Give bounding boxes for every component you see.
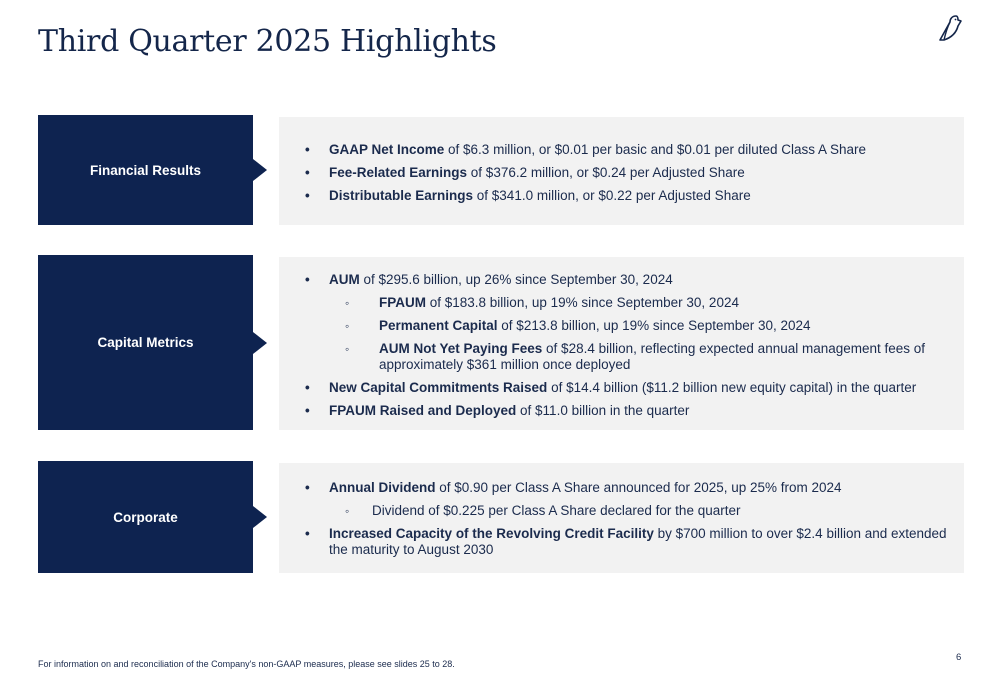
section-label: Financial Results: [38, 115, 253, 225]
bullet-item: [305, 188, 964, 204]
bullet-item: [305, 380, 964, 396]
arrow-icon: [253, 159, 267, 181]
section-label: Capital Metrics: [38, 255, 253, 430]
bullet-text: of $28.4 billion, reflecting expected annual management fees of approximately $361 million once deployed: [379, 341, 926, 372]
page-title: Third Quarter 2025 Highlights: [38, 24, 497, 59]
bullet-item: [305, 142, 964, 158]
bullet-text: Dividend of $0.225 per Class A Share declared for the quarter: [372, 503, 741, 518]
page-number: 6: [956, 652, 962, 663]
section-corporate: [38, 461, 964, 573]
bullet-item: [305, 526, 964, 558]
bird-logo-icon: [934, 12, 966, 44]
bullet-text: by $700 million to over $2.4 billion and extended the maturity to August 2030: [329, 526, 947, 557]
bullet-bold-lead: FPAUM: [379, 295, 426, 310]
bullet-text: of $6.3 million, or $0.01 per basic and $0.01 per diluted Class A Share: [444, 142, 867, 157]
bullet-item: [305, 403, 964, 419]
section-content: [279, 257, 964, 430]
bullet-bold-lead: AUM Not Yet Paying Fees: [379, 341, 543, 356]
bullet-text: of $183.8 billion, up 19% since September 30, 2024: [426, 295, 739, 310]
bullet-bold-lead: GAAP Net Income: [329, 142, 445, 157]
bullet-text: of $0.90 per Class A Share announced for 2025, up 25% from 2024: [435, 480, 842, 495]
footnote: For information on and reconciliation of the Company's non-GAAP measures, please see slides 25 to 28.: [38, 659, 455, 669]
bullet-bold-lead: Increased Capacity of the Revolving Credit Facility: [329, 526, 654, 541]
bullet-bold-lead: Distributable Earnings: [329, 188, 474, 203]
sub-bullet-item: [305, 341, 964, 373]
section-financial-results: [38, 115, 964, 225]
bullet-bold-lead: AUM: [329, 272, 360, 287]
bullet-text: of $14.4 billion ($11.2 billion new equity capital) in the quarter: [547, 380, 917, 395]
section-content: [279, 463, 964, 573]
bullet-item: [305, 272, 964, 288]
bullet-bold-lead: Permanent Capital: [379, 318, 498, 333]
arrow-icon: [253, 332, 267, 354]
sub-bullet-item: [305, 295, 964, 311]
bullet-text: of $213.8 billion, up 19% since September 30, 2024: [497, 318, 811, 333]
section-capital-metrics: [38, 255, 964, 430]
sub-bullet-item: [305, 503, 964, 519]
sub-bullet-item: [305, 318, 964, 334]
arrow-icon: [253, 506, 267, 528]
bullet-text: of $341.0 million, or $0.22 per Adjusted Share: [473, 188, 751, 203]
section-label: Corporate: [38, 461, 253, 573]
bullet-text: of $295.6 billion, up 26% since September 30, 2024: [359, 272, 673, 287]
bullet-item: [305, 165, 964, 181]
bullet-bold-lead: Annual Dividend: [329, 480, 436, 495]
bullet-text: of $376.2 million, or $0.24 per Adjusted Share: [467, 165, 745, 180]
bullet-bold-lead: New Capital Commitments Raised: [329, 380, 548, 395]
bullet-item: [305, 480, 964, 496]
bullet-text: of $11.0 billion in the quarter: [516, 403, 690, 418]
bullet-bold-lead: Fee-Related Earnings: [329, 165, 468, 180]
bullet-bold-lead: FPAUM Raised and Deployed: [329, 403, 517, 418]
section-content: [279, 117, 964, 225]
